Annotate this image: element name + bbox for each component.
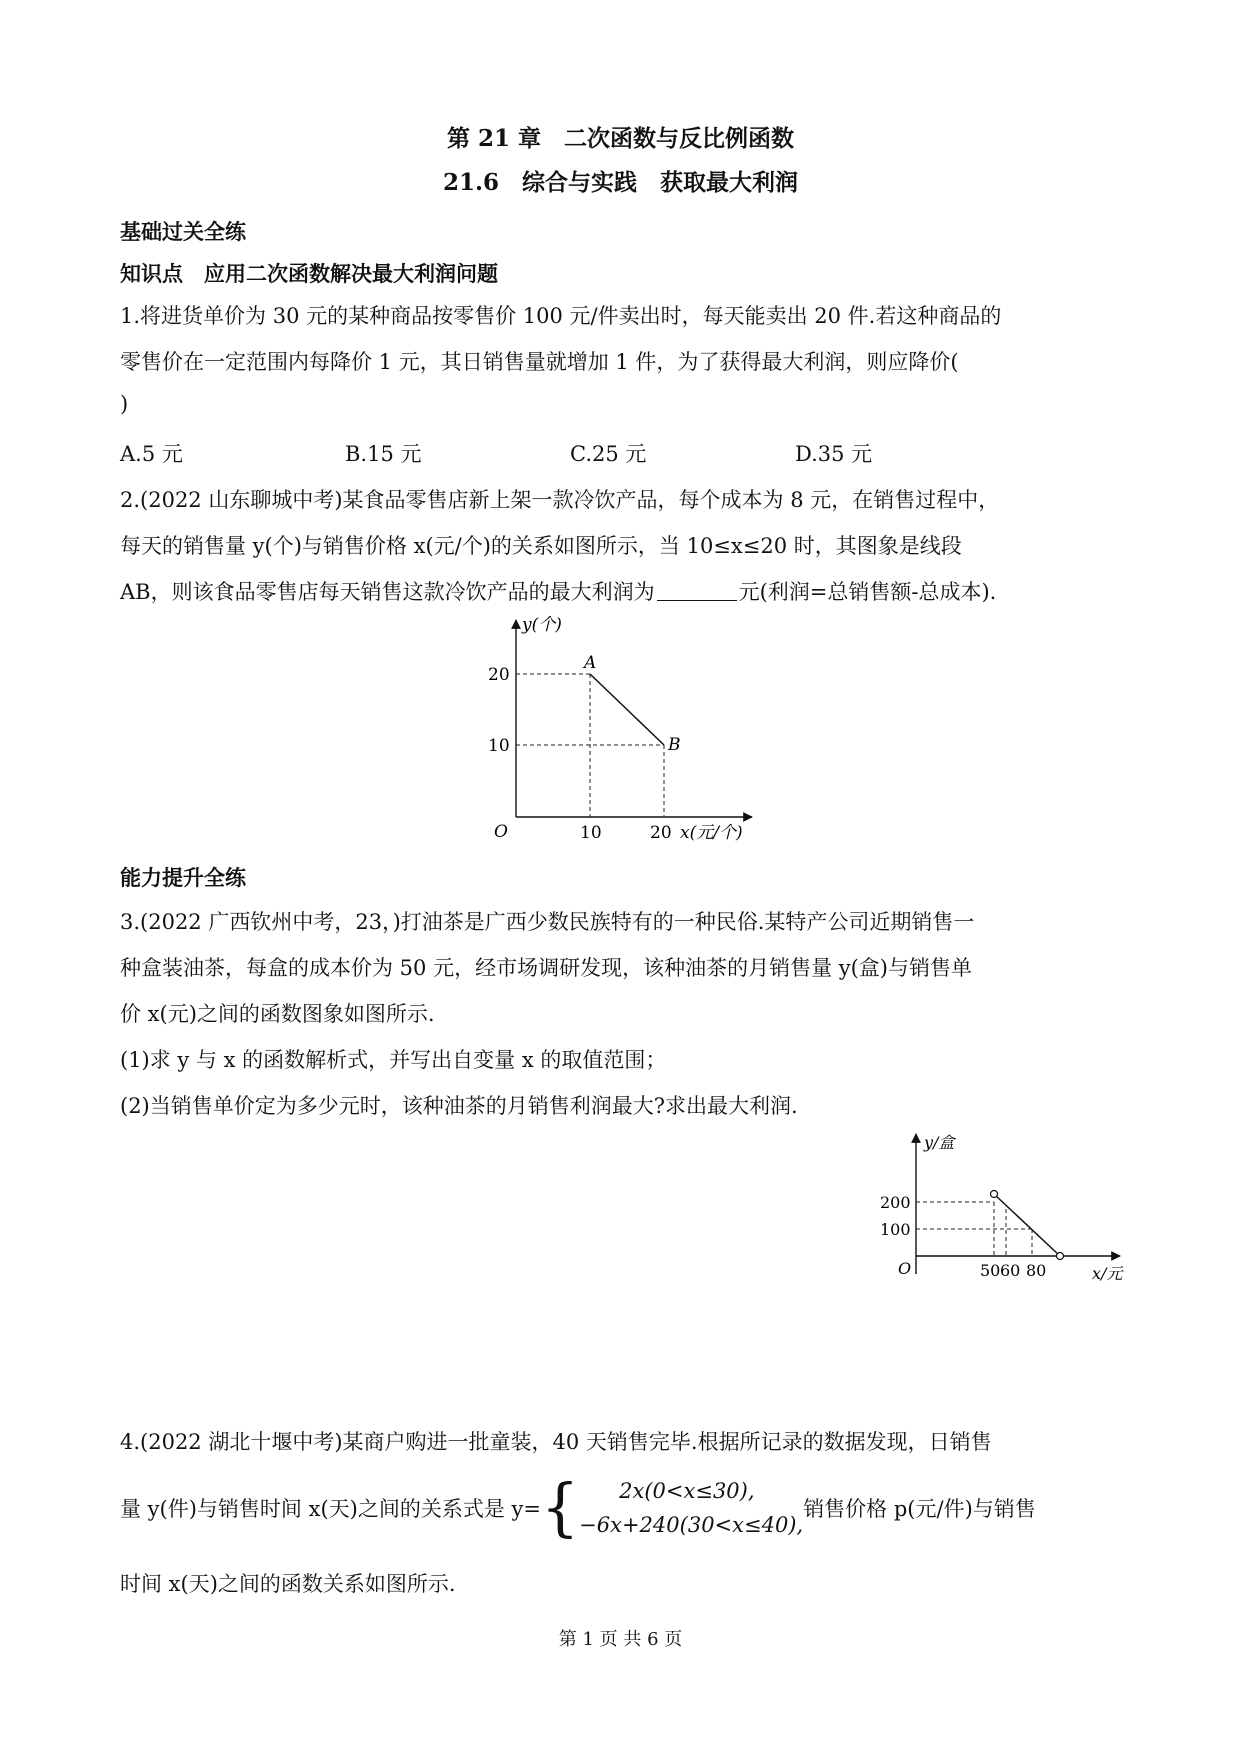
answer-blank (657, 580, 737, 601)
q2-line1: 2.(2022 山东聊城中考)某食品零售店新上架一款冷饮产品，每个成本为 8 元，在销售过程中， (120, 488, 1000, 512)
q1-option-a: A.5 元 (120, 442, 183, 466)
page-number: 第 1 页 共 6 页 (558, 1629, 683, 1650)
q2-point-a: A (584, 653, 597, 673)
q1-option-d: D.35 元 (795, 442, 873, 466)
q2-graph (480, 612, 770, 852)
q4-case-1: 2x(0<x≤30), (619, 1479, 755, 1503)
q4-line1: 4.(2022 湖北十堰中考)某商户购进一批童装，40 天销售完毕.根据所记录的数据发现，日销售 (120, 1430, 992, 1454)
q3-ytick-200: 200 (880, 1193, 911, 1212)
heading-basic: 基础过关全练 (120, 219, 246, 244)
q3-origin: O (898, 1259, 912, 1278)
q3-line1: 3.(2022 广西钦州中考，23，)打油茶是广西少数民族特有的一种民俗.某特产公司近期销售一 (120, 910, 975, 934)
q3-y-label: y/盒 (924, 1133, 955, 1152)
chapter-title: 第 21 章 二次函数与反比例函数 (446, 125, 795, 152)
q4-line3: 时间 x(天)之间的函数关系如图所示. (120, 1572, 456, 1596)
q2-line3-text-a: AB，则该食品零售店每天销售这款冷饮产品的最大利润为 (120, 580, 655, 604)
q4-piecewise (579, 1474, 803, 1542)
heading-ability: 能力提升全练 (120, 865, 246, 890)
q3-line2: 种盒装油茶，每盒的成本价为 50 元，经市场调研发现，该种油茶的月销售量 y(盒)与销售单 (120, 956, 972, 980)
q4-case-2: −6x+240(30<x≤40), (579, 1513, 804, 1537)
q2-ytick-10: 10 (488, 736, 510, 756)
q3-ytick-100: 100 (880, 1220, 911, 1239)
q3-xtick-50: 50 (980, 1261, 1001, 1280)
q3-part1: (1)求 y 与 x 的函数解析式，并写出自变量 x 的取值范围； (120, 1048, 667, 1072)
q2-line3-text-b: 元(利润=总销售额-总成本). (738, 580, 997, 604)
q4-line2 (120, 1471, 1036, 1545)
q3-part2: (2)当销售单价定为多少元时，该种油茶的月销售利润最大?求出最大利润. (120, 1094, 798, 1118)
q3-line-segment (994, 1194, 1060, 1256)
q1-option-c: C.25 元 (570, 442, 647, 466)
q2-ytick-20: 20 (488, 665, 510, 685)
q2-xtick-10: 10 (580, 823, 602, 843)
q3-open-point-end (1057, 1253, 1064, 1260)
q2-line2: 每天的销售量 y(个)与销售价格 x(元/个)的关系如图所示，当 10≤x≤20 时，其图象是线段 (120, 534, 962, 558)
q4-brace: { (540, 1471, 580, 1545)
q2-segment-ab (590, 674, 664, 745)
q1-option-b: B.15 元 (345, 442, 422, 466)
q2-line3 (120, 576, 996, 606)
q2-y-label: y(个) (522, 615, 562, 635)
q1-line1: 1.将进货单价为 30 元的某种商品按零售价 100 元/件卖出时，每天能卖出 20 件.若这种商品的 (120, 304, 1002, 328)
q1-line3: ) (120, 392, 129, 416)
heading-knowledge: 知识点 应用二次函数解决最大利润问题 (120, 261, 498, 286)
q3-xtick-60: 60 (1000, 1261, 1021, 1280)
q3-xtick-80: 80 (1026, 1261, 1047, 1280)
q3-x-label: x/元 (1092, 1264, 1123, 1283)
q4-line2-text-b: 销售价格 p(元/件)与销售 (803, 1497, 1036, 1521)
q2-x-label: x(元/个) (680, 823, 743, 843)
q4-line2-text-a: 量 y(件)与销售时间 x(天)之间的关系式是 y= (120, 1497, 541, 1521)
q2-origin: O (494, 822, 508, 842)
q2-point-b: B (668, 735, 681, 755)
q3-line3: 价 x(元)之间的函数图象如图所示. (120, 1002, 435, 1026)
q1-line2: 零售价在一定范围内每降价 1 元，其日销售量就增加 1 件，为了获得最大利润，则应降价( (120, 350, 959, 374)
section-title: 21.6 综合与实践 获取最大利润 (442, 169, 799, 196)
q3-open-point-start (991, 1191, 998, 1198)
q3-graph (870, 1128, 1140, 1294)
q2-xtick-20: 20 (650, 823, 672, 843)
